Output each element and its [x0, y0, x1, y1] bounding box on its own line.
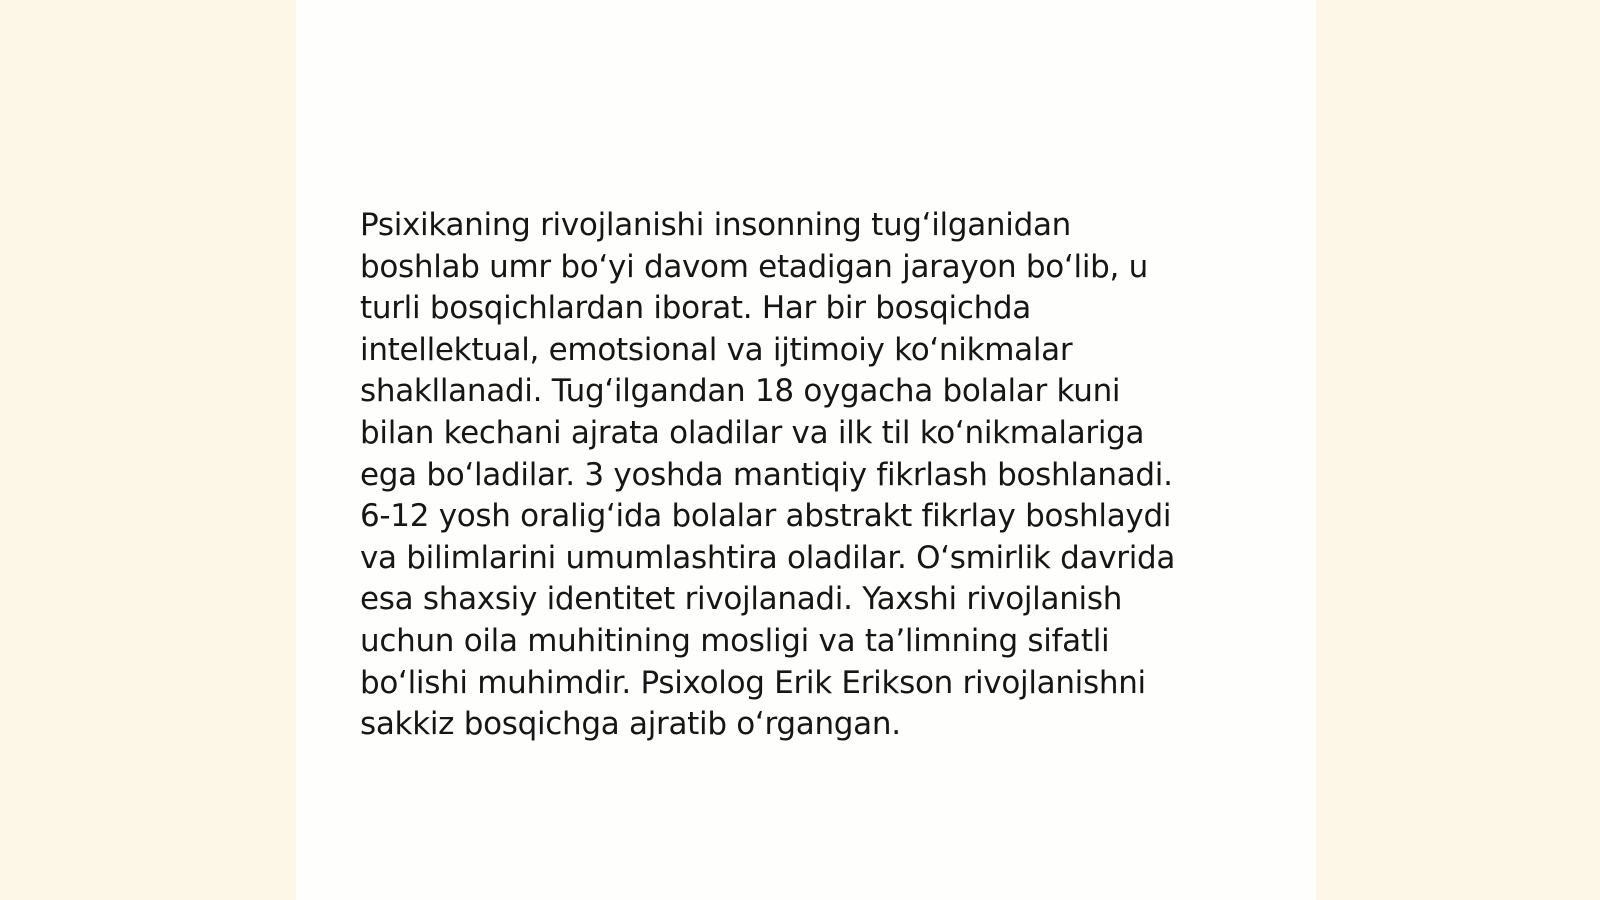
- text-line: Psixikaning rivojlanishi insonning tug‘ilganidan: [360, 207, 1072, 243]
- text-line: shakllanadi. Tug‘ilgandan 18 oygacha bolalar kuni: [360, 373, 1121, 410]
- slide: [296, 0, 1316, 900]
- text-line: sakkiz bosqichga ajratib o‘rgangan.: [360, 706, 901, 743]
- text-line: intellektual, emotsional va ijtimoiy ko‘nikmalar: [360, 331, 1073, 368]
- text-line: bilan kechani ajrata oladilar va ilk til ko‘nikmalariga: [360, 414, 1145, 451]
- text-line: ega bo‘ladilar. 3 yoshda mantiqiy fikrlash boshlanadi.: [360, 456, 1173, 493]
- text-line: uchun oila muhitining mosligi va ta’limning sifatli: [360, 622, 1110, 659]
- text-line: boshlab umr bo‘yi davom etadigan jarayon bo‘lib, u: [360, 248, 1148, 285]
- slide-body-text: [360, 205, 1240, 746]
- text-line: va bilimlarini umumlashtira oladilar. O‘smirlik davrida: [360, 539, 1176, 576]
- text-line: turli bosqichlardan iborat. Har bir bosqichda: [360, 290, 1031, 327]
- text-line: 6-12 yosh oralig‘ida bolalar abstrakt fikrlay boshlaydi: [360, 498, 1172, 535]
- text-line: bo‘lishi muhimdir. Psixolog Erik Erikson rivojlanishni: [360, 664, 1146, 701]
- text-line: esa shaxsiy identitet rivojlanadi. Yaxshi rivojlanish: [360, 581, 1123, 618]
